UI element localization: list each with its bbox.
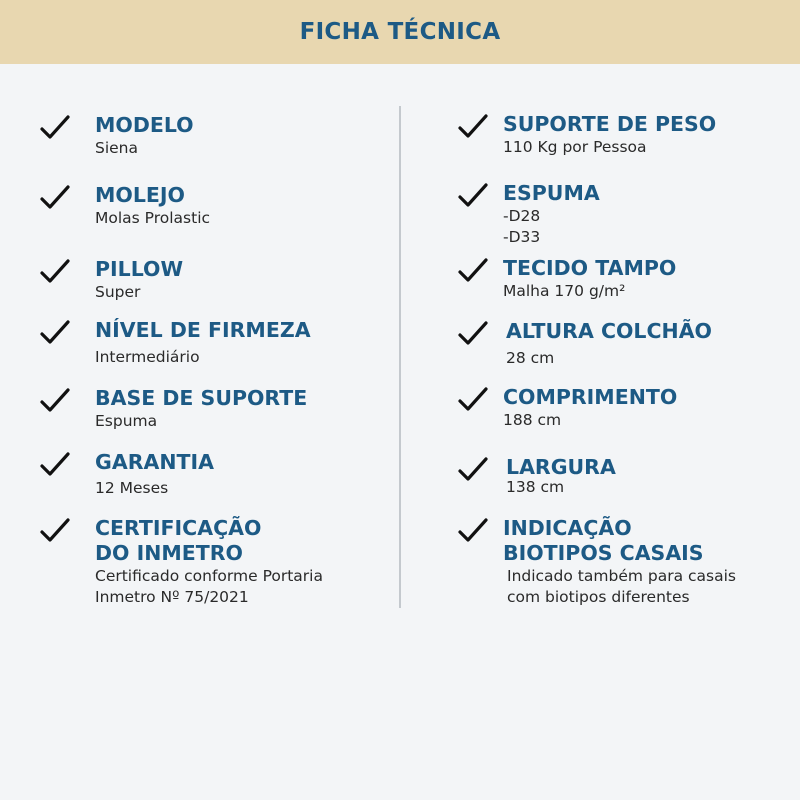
spec-value: Molas Prolastic bbox=[95, 209, 211, 227]
spec-item-nivel-firmeza bbox=[95, 318, 311, 368]
checkmark-icon bbox=[458, 321, 488, 347]
spec-value: 138 cm bbox=[506, 478, 565, 496]
spec-item-base-suporte bbox=[95, 386, 307, 432]
page-title: FICHA TÉCNICA bbox=[299, 19, 501, 45]
spec-item-largura bbox=[506, 455, 616, 498]
spec-item-altura-colchao bbox=[506, 319, 712, 369]
spec-item-pillow bbox=[95, 257, 183, 303]
spec-label: BASE DE SUPORTE bbox=[95, 386, 308, 410]
spec-item-comprimento bbox=[503, 385, 677, 431]
spec-item-certificacao bbox=[95, 516, 323, 608]
spec-value: 12 Meses bbox=[95, 479, 169, 497]
checkmark-icon bbox=[40, 388, 70, 414]
spec-label: LARGURA bbox=[506, 455, 616, 479]
spec-label: GARANTIA bbox=[95, 450, 214, 474]
spec-label: INDICAÇÃO bbox=[503, 516, 632, 540]
checkmark-icon bbox=[40, 452, 70, 478]
spec-label: BIOTIPOS CASAIS bbox=[503, 541, 704, 565]
spec-label: PILLOW bbox=[95, 257, 184, 281]
checkmark-icon bbox=[40, 320, 70, 346]
spec-label: MOLEJO bbox=[95, 183, 185, 207]
spec-value: -D33 bbox=[503, 228, 541, 246]
spec-label: NÍVEL DE FIRMEZA bbox=[95, 318, 311, 342]
spec-item-modelo bbox=[95, 113, 194, 159]
spec-label: DO INMETRO bbox=[95, 541, 243, 565]
spec-item-suporte-peso bbox=[503, 112, 716, 158]
spec-value: Indicado também para casais bbox=[507, 567, 736, 585]
spec-label: TECIDO TAMPO bbox=[503, 256, 677, 280]
checkmark-icon bbox=[458, 114, 488, 140]
spec-item-tecido-tampo bbox=[503, 256, 676, 302]
spec-item-molejo bbox=[95, 183, 210, 229]
spec-label: ALTURA COLCHÃO bbox=[506, 319, 712, 343]
checkmark-icon bbox=[40, 115, 70, 141]
checkmark-icon bbox=[40, 259, 70, 285]
spec-label: MODELO bbox=[95, 113, 194, 137]
spec-item-indicacao bbox=[503, 516, 736, 608]
spec-value: 188 cm bbox=[503, 411, 562, 429]
checkmark-icon bbox=[458, 387, 488, 413]
checkmark-icon bbox=[40, 518, 70, 544]
spec-label: ESPUMA bbox=[503, 181, 600, 205]
spec-value: 28 cm bbox=[506, 349, 555, 367]
spec-value: Certificado conforme Portaria bbox=[95, 567, 323, 585]
checkmark-icon bbox=[458, 258, 488, 284]
header-banner bbox=[0, 0, 800, 64]
checkmark-icon bbox=[458, 518, 488, 544]
spec-value: Espuma bbox=[95, 412, 158, 430]
spec-label: CERTIFICAÇÃO bbox=[95, 516, 262, 540]
checkmark-icon bbox=[458, 457, 488, 483]
spec-value: -D28 bbox=[503, 207, 541, 225]
spec-value: Super bbox=[95, 283, 141, 301]
checkmark-icon bbox=[458, 183, 488, 209]
spec-label: COMPRIMENTO bbox=[503, 385, 678, 409]
spec-item-garantia bbox=[95, 450, 214, 499]
spec-item-espuma bbox=[503, 181, 600, 248]
spec-value: Malha 170 g/m² bbox=[503, 282, 626, 300]
checkmark-icon bbox=[40, 185, 70, 211]
column-divider bbox=[399, 106, 401, 608]
spec-value: Intermediário bbox=[95, 348, 200, 366]
spec-label: SUPORTE DE PESO bbox=[503, 112, 717, 136]
spec-value: Siena bbox=[95, 139, 139, 157]
spec-value: com biotipos diferentes bbox=[507, 588, 690, 606]
spec-value: 110 Kg por Pessoa bbox=[503, 138, 647, 156]
spec-value: Inmetro Nº 75/2021 bbox=[95, 588, 249, 606]
